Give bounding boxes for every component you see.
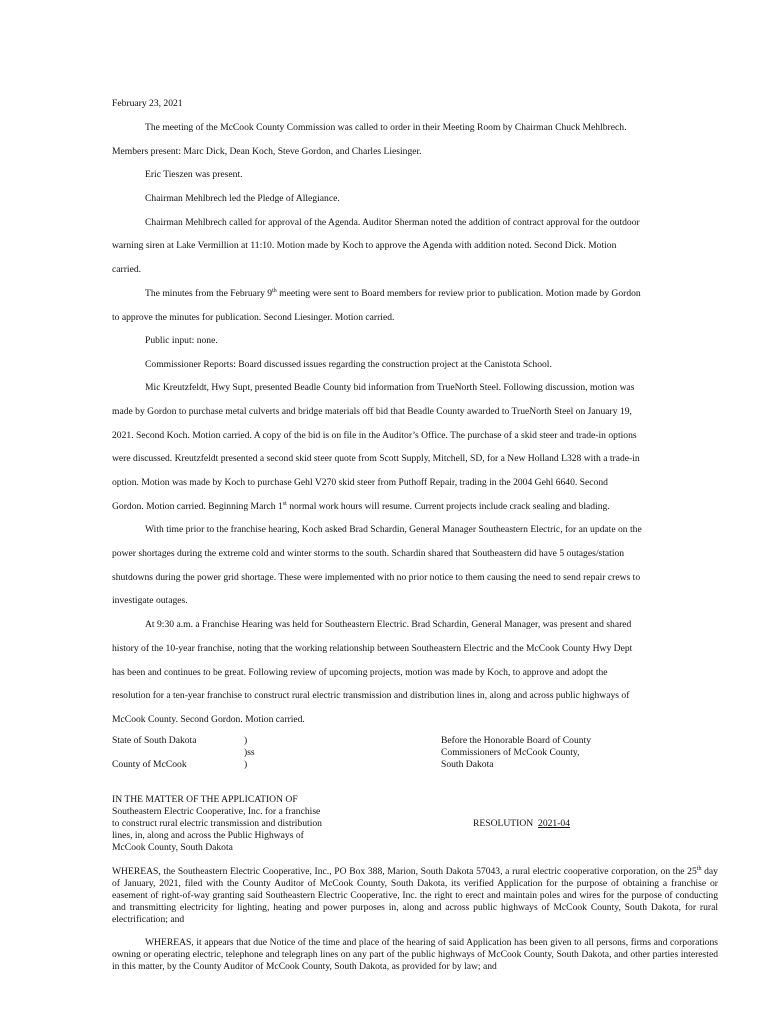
- venue-paren-1: ): [244, 735, 248, 746]
- hearing-line-4: resolution for a ten-year franchise to construct rural electric transmission and distribution lines in, along and across public highways of: [112, 690, 630, 701]
- hearing-line-2: history of the 10-year franchise, noting that the working relationship between Southeastern Electric and the McCook County Hwy Dept: [112, 643, 633, 654]
- hwy-line-3: 2021. Second Koch. Motion carried. A copy of the bid is on file in the Auditor’s Office. The purchase of a skid steer and trade-in options: [112, 430, 637, 441]
- minutes-approval-text-b: meeting were sent to Board members for review prior to publication. Motion made by Gordon: [276, 288, 641, 299]
- hearing-line-5: McCook County. Second Gordon. Motion carried.: [112, 714, 305, 725]
- call-to-order-text: The meeting of the McCook County Commission was called to order in their Meeting Room by Chairman Chuck Mehlbrech.: [145, 122, 627, 133]
- resolution-heading: [473, 818, 570, 830]
- hwy-line-6: [112, 495, 718, 519]
- commissioner-reports-text: Commissioner Reports: Board discussed issues regarding the construction project at the Canistota School.: [145, 359, 552, 370]
- hwy-line-5: option. Motion was made by Koch to purchase Gehl V270 skid steer from Puthoff Repair, trading in the 2004 Gehl 6640. Second: [112, 477, 608, 488]
- board-line-2: Commissioners of McCook County,: [441, 747, 580, 758]
- agenda-line-2: warning siren at Lake Vermillion at 11:10. Motion made by Koch to approve the Agenda with addition noted. Second Dick. Motion: [112, 240, 617, 251]
- hwy-line-6-text-a: Gordon. Motion carried. Beginning March 1: [112, 501, 283, 512]
- venue-county: County of McCook: [112, 759, 187, 770]
- board-line-3: South Dakota: [441, 759, 494, 770]
- power-line-3: shutdowns during the power grid shortage. These were implemented with no prior notice to them causing the need to send repair crews to: [112, 572, 641, 583]
- public-input-text: Public input: none.: [145, 335, 218, 346]
- pledge-text: Chairman Mehlbrech led the Pledge of Allegiance.: [145, 193, 340, 204]
- ordinal-suffix: st: [282, 501, 287, 507]
- board-line-1: Before the Honorable Board of County: [441, 735, 591, 746]
- venue-ss: )ss: [244, 747, 255, 758]
- whereas-paragraph-2: WHEREAS, it appears that due Notice of the time and place of the hearing of said Application has been given to all persons, firms and corporations owning or operating electric, telephone and telegraph lines on any part of the public highways of McCook County, South Dakota, and other parties interested in this matter, by the County Auditor of McCook County, South Dakota, as provided for by law; and: [112, 937, 718, 972]
- whereas-1-text-a: WHEREAS, the Southeastern Electric Cooperative, Inc., PO Box 388, Marion, South Dakota 57043, a rural electric cooperative corporation, on the 25: [112, 866, 697, 877]
- ordinal-suffix: th: [696, 866, 702, 872]
- venue-state: State of South Dakota: [112, 735, 197, 746]
- hearing-line-3: has been and continues to be great. Following review of upcoming projects, motion was made by Koch, to approve and adopt the: [112, 667, 608, 678]
- matter-line-5: McCook County, South Dakota: [112, 842, 233, 853]
- resolution-label: RESOLUTION: [473, 818, 539, 829]
- minutes-approval-text-a: The minutes from the February 9: [145, 288, 273, 299]
- ordinal-suffix: th: [272, 288, 277, 294]
- resolution-number: 2021-04: [538, 818, 571, 829]
- power-line-4: investigate outages.: [112, 595, 188, 606]
- power-line-2: power shortages during the extreme cold and winter storms to the south. Schardin shared that Southeastern did have 5 outages/station: [112, 548, 625, 559]
- minutes-approval-line-1: [112, 282, 718, 306]
- hwy-line-6-text-b: normal work hours will resume. Current projects include crack sealing and blading.: [286, 501, 610, 512]
- whereas-1-text-b: day of January, 2021, filed with the County Auditor of McCook County, South Dakota, its verified Application for the purpose of obtaining a franchise or easement of right-of-way granting said Southeastern Electric Cooperative, Inc. the right to erect and maintain poles and wires for the purpose of conducting and transmitting electricity for lighting, heating and power purposes in, along and across public highways of McCook County, South Dakota, for rural electrification; and: [112, 866, 718, 925]
- whereas-paragraph-1: [112, 866, 718, 926]
- matter-line-2: Southeastern Electric Cooperative, Inc. for a franchise: [112, 806, 321, 817]
- agenda-line-1: Chairman Mehlbrech called for approval of the Agenda. Auditor Sherman noted the addition of contract approval for the outdoor: [145, 217, 640, 228]
- hwy-line-2: made by Gordon to purchase metal culverts and bridge materials off bid that Beadle County awarded to TrueNorth Steel on January 19,: [112, 406, 632, 417]
- hwy-line-4: were discussed. Kreutzfeldt presented a second skid steer quote from Scott Supply, Mitchell, SD, for a New Holland L328 with a trade-in: [112, 453, 640, 464]
- matter-line-1: IN THE MATTER OF THE APPLICATION OF: [112, 794, 298, 805]
- meeting-date: February 23, 2021: [112, 98, 183, 109]
- members-present-text: Members present: Marc Dick, Dean Koch, Steve Gordon, and Charles Liesinger.: [112, 146, 422, 157]
- matter-line-4: lines, in, along and across the Public Highways of: [112, 830, 304, 841]
- hearing-line-1: At 9:30 a.m. a Franchise Hearing was held for Southeastern Electric. Brad Schardin, General Manager, was present and shared: [145, 619, 632, 630]
- also-present-text: Eric Tieszen was present.: [145, 169, 243, 180]
- hwy-line-1: Mic Kreutzfeldt, Hwy Supt, presented Beadle County bid information from TrueNorth Steel. Following discussion, motion was: [145, 382, 635, 393]
- matter-line-3: to construct rural electric transmission and distribution: [112, 818, 322, 829]
- power-line-1: With time prior to the franchise hearing, Koch asked Brad Schardin, General Manager Southeastern Electric, for an update on the: [145, 524, 642, 535]
- venue-paren-3: ): [244, 759, 248, 770]
- agenda-line-3: carried.: [112, 264, 142, 275]
- minutes-approval-line-2: to approve the minutes for publication. Second Liesinger. Motion carried.: [112, 312, 395, 323]
